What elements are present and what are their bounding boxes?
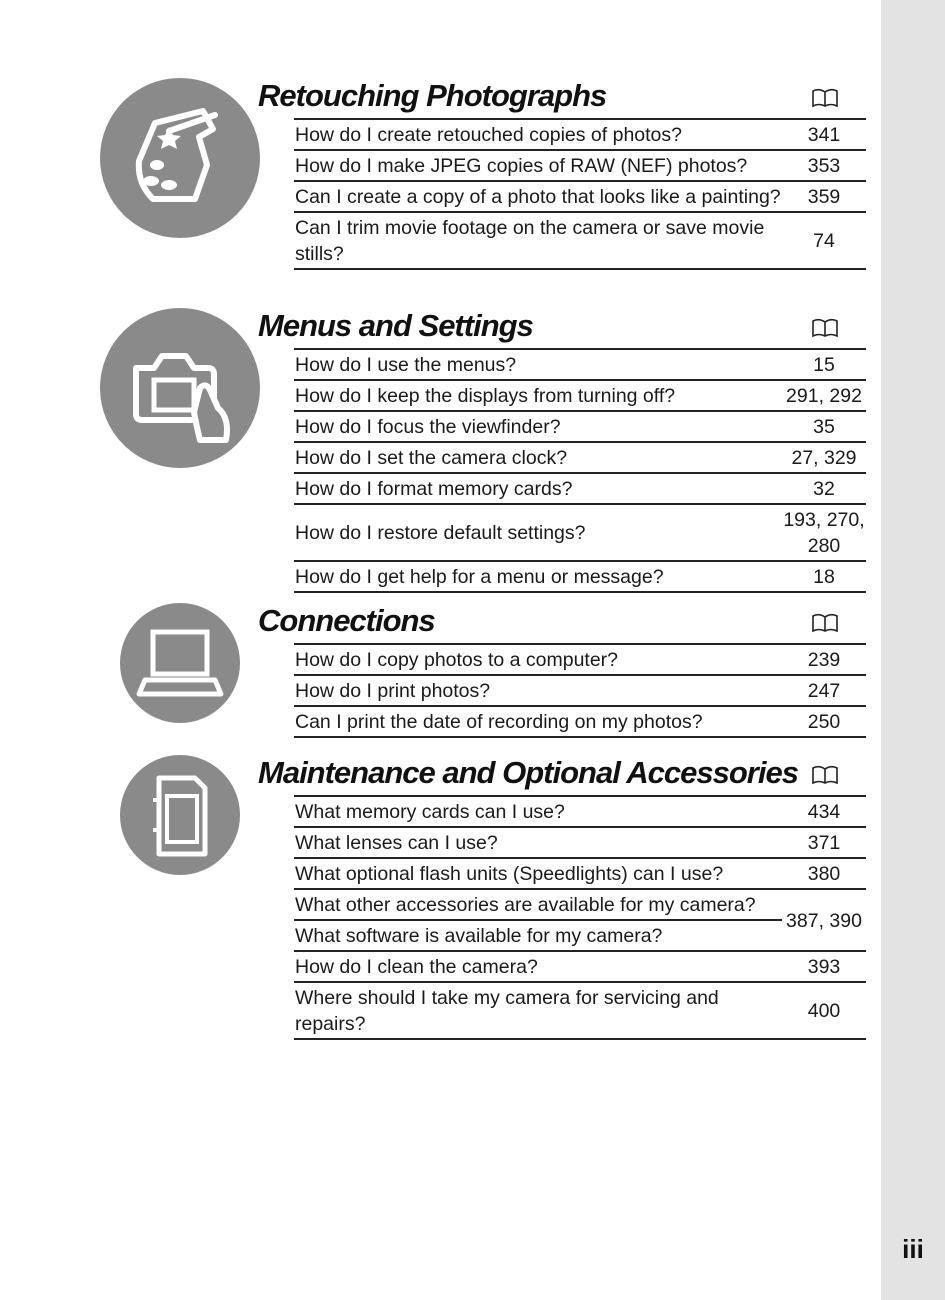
question: Where should I take my camera for servicing and repairs?	[295, 987, 719, 1035]
section-title: Maintenance and Optional Accessories	[258, 755, 798, 790]
page-ref: 291, 292	[786, 385, 862, 407]
question: How do I get help for a menu or message?	[295, 566, 664, 588]
table-row	[294, 504, 866, 561]
question: What other accessories are available for my camera?	[295, 894, 756, 916]
page-ref: 32	[813, 478, 835, 500]
camera-menu-icon	[100, 308, 260, 468]
question: How do I clean the camera?	[295, 956, 538, 978]
table-row	[294, 181, 866, 212]
table-row	[294, 119, 866, 150]
page-ref: 18	[813, 566, 835, 588]
page-ref: 387, 390	[786, 909, 862, 932]
table-row	[294, 951, 866, 982]
section-title: Menus and Settings	[258, 308, 533, 343]
page-ref: 434	[807, 801, 841, 823]
page-ref: 193, 270, 280	[783, 509, 865, 557]
book-icon	[812, 318, 838, 338]
qa-table	[294, 795, 866, 1040]
table-row	[294, 644, 866, 675]
question: How do I restore default settings?	[295, 522, 586, 544]
question: How do I use the menus?	[295, 354, 517, 376]
question: How do I format memory cards?	[295, 478, 573, 500]
book-icon	[812, 765, 838, 785]
question: What memory cards can I use?	[295, 801, 565, 823]
qa-table	[294, 348, 866, 593]
question: Can I print the date of recording on my photos?	[295, 711, 703, 733]
section-title: Connections	[258, 603, 435, 638]
page-ref: 15	[813, 354, 835, 376]
side-tab	[881, 0, 945, 1300]
page-ref: 380	[807, 863, 841, 885]
table-row	[294, 796, 866, 827]
question: How do I set the camera clock?	[295, 447, 568, 469]
qa-table	[294, 118, 866, 270]
page-ref: 393	[807, 956, 841, 978]
table-row	[294, 380, 866, 411]
memory-card-icon	[120, 755, 240, 875]
page-ref: 247	[807, 680, 841, 702]
page-ref: 27, 329	[791, 447, 857, 469]
table-row	[294, 675, 866, 706]
page-ref: 400	[807, 1000, 841, 1022]
page-ref: 341	[807, 124, 841, 146]
question: How do I create retouched copies of photos?	[295, 124, 682, 146]
book-icon	[812, 613, 838, 633]
table-row	[294, 858, 866, 889]
question: How do I print photos?	[295, 680, 491, 702]
qa-table	[294, 643, 866, 738]
page-ref: 35	[813, 416, 835, 438]
page-ref: 371	[807, 832, 841, 854]
page-ref: 239	[807, 649, 841, 671]
question: How do I make JPEG copies of RAW (NEF) photos?	[295, 155, 748, 177]
table-row	[294, 706, 866, 737]
section-title: Retouching Photographs	[258, 78, 607, 113]
table-row	[294, 442, 866, 473]
table-row	[294, 212, 866, 269]
table-row	[294, 827, 866, 858]
question: How do I copy photos to a computer?	[295, 649, 619, 671]
question: What lenses can I use?	[295, 832, 498, 854]
page-number: iii	[902, 1234, 924, 1264]
table-row	[294, 561, 866, 592]
question: How do I focus the viewfinder?	[295, 416, 561, 438]
book-icon	[812, 88, 838, 108]
question: What optional flash units (Speedlights) can I use?	[295, 863, 724, 885]
page-ref: 353	[807, 155, 841, 177]
table-row	[294, 150, 866, 181]
table-row	[294, 982, 866, 1039]
table-row	[294, 889, 866, 920]
table-row	[294, 411, 866, 442]
question: Can I trim movie footage on the camera or save movie stills?	[295, 217, 765, 265]
page-ref: 74	[813, 230, 835, 252]
question: What software is available for my camera?	[295, 925, 663, 947]
question: How do I keep the displays from turning off?	[295, 385, 676, 407]
table-row	[294, 473, 866, 504]
retouch-palette-icon	[100, 78, 260, 238]
table-row	[294, 920, 866, 951]
laptop-icon	[120, 603, 240, 723]
question: Can I create a copy of a photo that looks like a painting?	[295, 186, 781, 208]
page-ref: 359	[807, 186, 841, 208]
page-ref: 250	[807, 711, 841, 733]
table-row	[294, 349, 866, 380]
